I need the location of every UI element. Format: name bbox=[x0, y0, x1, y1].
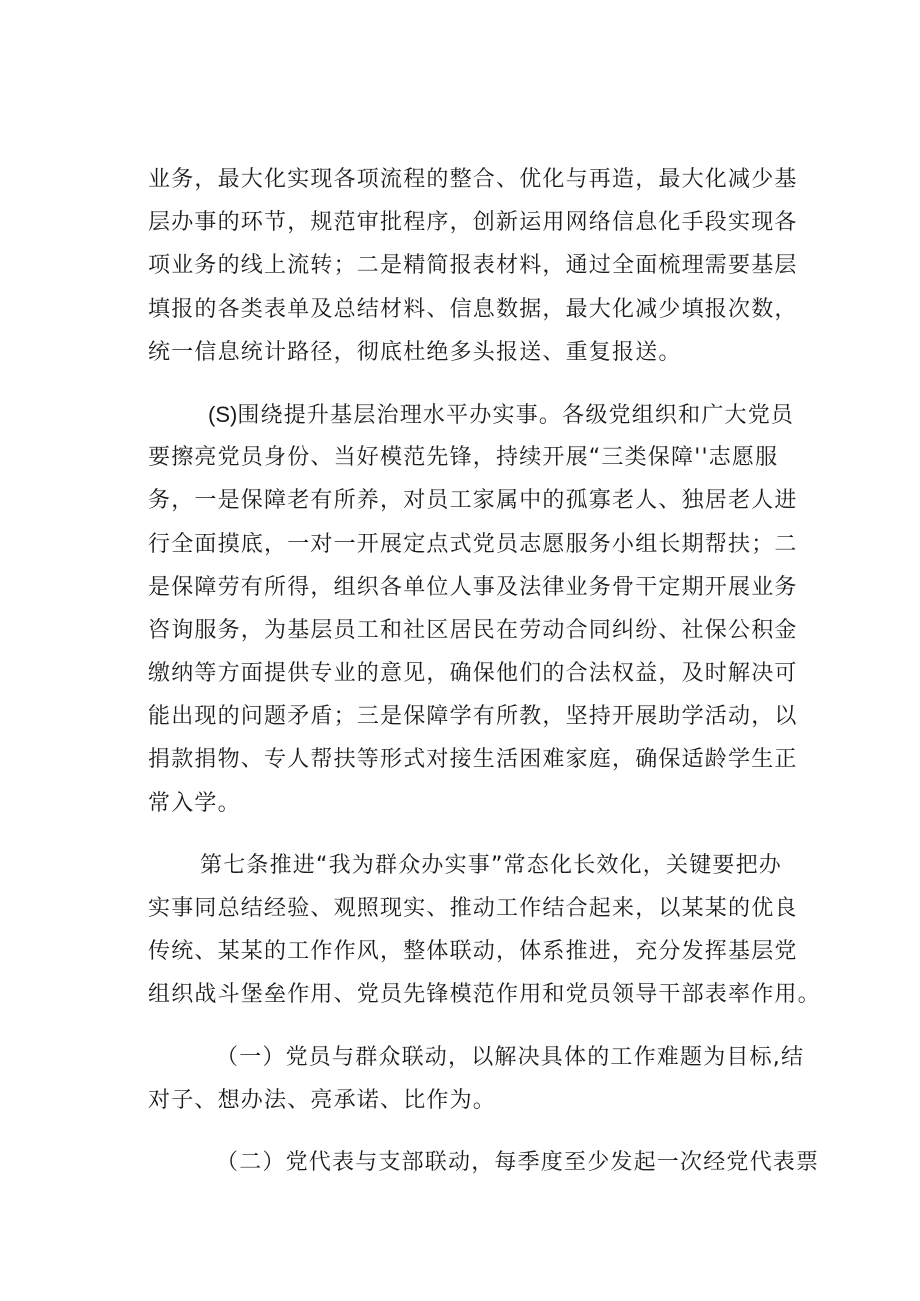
text-line: 行全面摸底，一对一开展定点式党员志愿服务小组长期帮扶；二 bbox=[148, 531, 798, 557]
paragraph-item-one bbox=[148, 1036, 803, 1122]
text-line: 是保障劳有所得，组织各单位人事及法律业务骨干定期开展业务 bbox=[148, 574, 798, 600]
text-line: 对子、想办法、亮承诺、比作为。 bbox=[148, 1087, 497, 1113]
text-line: 业务，最大化实现各项流程的整合、优化与再造，最大化减少基 bbox=[148, 167, 798, 192]
text-line: （一）党员与群众联动，以解决具体的工作难题为目标,结 bbox=[216, 1044, 805, 1070]
paragraph-business-streamlining bbox=[148, 158, 803, 374]
text-line: 层办事的环节，规范审批程序，创新运用网络信息化手段实现各 bbox=[148, 210, 798, 236]
text-line: 传统、某某的工作作风，整体联动，体系推进，充分发挥基层党 bbox=[148, 939, 798, 965]
text-line: 组织战斗堡垒作用、党员先锋模范作用和党员领导干部表率作用。 bbox=[148, 982, 821, 1008]
paragraph-grassroots-governance bbox=[148, 393, 803, 825]
text-line: 填报的各类表单及总结材料、信息数据，最大化减少填报次数， bbox=[148, 296, 798, 322]
text-line: 第七条推进“我为群众办实事”常态化长效化，关键要把办 bbox=[200, 852, 782, 878]
paragraph-spacer bbox=[148, 825, 803, 844]
paragraph-spacer bbox=[148, 1017, 803, 1036]
text-line: 实事同总结经验、观照现实、推动工作结合起来，以某某的优良 bbox=[148, 896, 798, 921]
text-line-content: 围绕提升基层治理水平办实事。各级党组织和广大党员 bbox=[237, 402, 795, 428]
text-line: 常入学。 bbox=[148, 790, 241, 816]
text-line: 能出现的问题矛盾；三是保障学有所教，坚持开展助学活动，以 bbox=[148, 704, 798, 730]
paragraph-article-seven bbox=[148, 844, 821, 1017]
text-line: 捐款捐物、专人帮扶等形式对接生活困难家庭，确保适龄学生正 bbox=[148, 747, 798, 773]
section-marker: (S) bbox=[208, 401, 238, 427]
paragraph-spacer bbox=[148, 1122, 803, 1141]
text-line bbox=[148, 393, 803, 436]
paragraph-item-two bbox=[148, 1141, 820, 1184]
text-line: 咨询服务，为基层员工和社区居民在劳动合同纠纷、社保公积金 bbox=[148, 617, 798, 643]
text-line: （二）党代表与支部联动，每季度至少发起一次经党代表票 bbox=[216, 1149, 820, 1175]
text-line: 统一信息统计路径，彻底杜绝多头报送、重复报送。 bbox=[148, 339, 682, 365]
text-line: 要擦亮党员身份、当好模范先锋，持续开展“三类保障''志愿服 bbox=[148, 445, 779, 471]
paragraph-spacer bbox=[148, 374, 803, 393]
text-line: 缴纳等方面提供专业的意见，确保他们的合法权益，及时解决可 bbox=[148, 661, 798, 687]
text-line: 项业务的线上流转；二是精简报表材料，通过全面梳理需要基层 bbox=[148, 253, 798, 279]
document-body bbox=[148, 158, 821, 1184]
text-line: 务，一是保障老有所养，对员工家属中的孤寡老人、独居老人进 bbox=[148, 488, 798, 514]
